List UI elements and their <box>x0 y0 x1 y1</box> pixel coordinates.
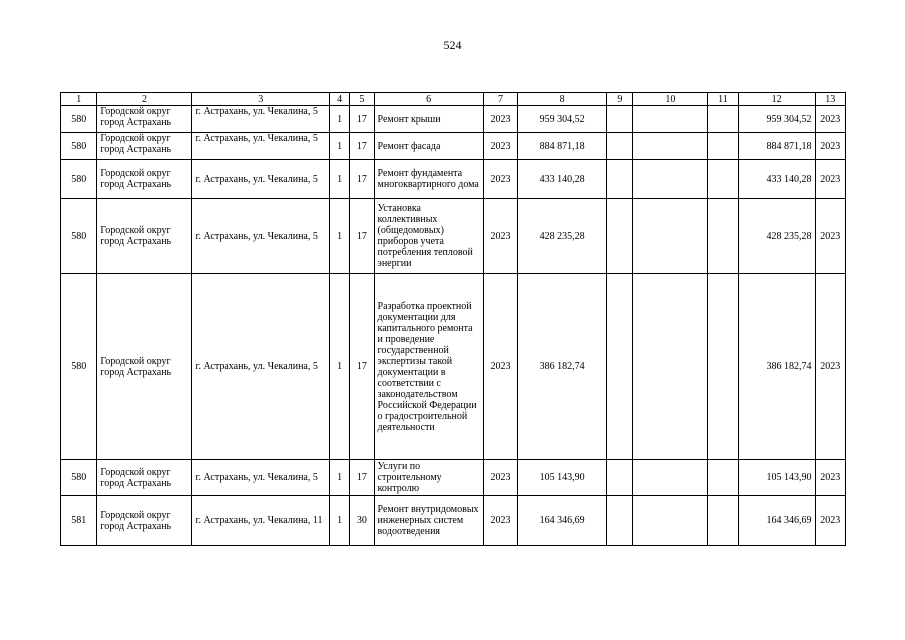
cell-municipality: Городской округ город Астрахань <box>97 496 192 546</box>
cell-col4: 1 <box>330 496 350 546</box>
cell-amount: 164 346,69 <box>518 496 607 546</box>
cell-amount-total: 105 143,90 <box>738 460 815 496</box>
table-row <box>61 496 846 546</box>
column-header: 10 <box>633 93 708 106</box>
cell-amount: 428 235,28 <box>518 199 607 274</box>
cell-col5: 17 <box>350 133 374 160</box>
cell-work-type: Установка коллективных (общедомовых) приборов учета потребления тепловой энергии <box>374 199 483 274</box>
column-header: 11 <box>708 93 738 106</box>
column-header: 9 <box>607 93 633 106</box>
cell-col11 <box>708 460 738 496</box>
table-row <box>61 106 846 133</box>
cell-amount: 386 182,74 <box>518 274 607 460</box>
cell-work-type: Ремонт фундамента многоквартирного дома <box>374 160 483 199</box>
cell-municipality: Городской округ город Астрахань <box>97 133 192 160</box>
cell-col10 <box>633 274 708 460</box>
cell-year-end: 2023 <box>815 199 845 274</box>
column-header: 13 <box>815 93 845 106</box>
cell-year-end: 2023 <box>815 106 845 133</box>
cell-year-end: 2023 <box>815 496 845 546</box>
cell-address: г. Астрахань, ул. Чекалина, 5 <box>192 274 330 460</box>
column-header: 1 <box>61 93 97 106</box>
cell-year: 2023 <box>483 199 517 274</box>
cell-year: 2023 <box>483 160 517 199</box>
column-header: 8 <box>518 93 607 106</box>
cell-number: 580 <box>61 106 97 133</box>
table-row <box>61 133 846 160</box>
cell-number: 580 <box>61 199 97 274</box>
cell-municipality: Городской округ город Астрахань <box>97 460 192 496</box>
cell-address: г. Астрахань, ул. Чекалина, 5 <box>192 199 330 274</box>
cell-col4: 1 <box>330 274 350 460</box>
cell-year-end: 2023 <box>815 460 845 496</box>
cell-col5: 17 <box>350 199 374 274</box>
cell-col10 <box>633 460 708 496</box>
cell-year: 2023 <box>483 274 517 460</box>
cell-col4: 1 <box>330 160 350 199</box>
cell-col5: 17 <box>350 274 374 460</box>
cell-number: 580 <box>61 460 97 496</box>
cell-col5: 17 <box>350 160 374 199</box>
cell-year-end: 2023 <box>815 160 845 199</box>
column-header: 7 <box>483 93 517 106</box>
cell-year-end: 2023 <box>815 274 845 460</box>
column-header: 5 <box>350 93 374 106</box>
cell-municipality: Городской округ город Астрахань <box>97 199 192 274</box>
cell-amount: 433 140,28 <box>518 160 607 199</box>
cell-number: 580 <box>61 274 97 460</box>
cell-year: 2023 <box>483 460 517 496</box>
cell-col9 <box>607 496 633 546</box>
cell-number: 581 <box>61 496 97 546</box>
cell-col9 <box>607 274 633 460</box>
cell-address: г. Астрахань, ул. Чекалина, 5 <box>192 160 330 199</box>
column-header: 2 <box>97 93 192 106</box>
cell-year: 2023 <box>483 496 517 546</box>
cell-municipality: Городской округ город Астрахань <box>97 160 192 199</box>
cell-col10 <box>633 496 708 546</box>
cell-col4: 1 <box>330 106 350 133</box>
cell-work-type: Услуги по строительному контролю <box>374 460 483 496</box>
table-row <box>61 199 846 274</box>
page-number: 524 <box>443 38 462 52</box>
cell-col4: 1 <box>330 199 350 274</box>
cell-amount-total: 884 871,18 <box>738 133 815 160</box>
column-header: 4 <box>330 93 350 106</box>
cell-number: 580 <box>61 160 97 199</box>
register-table <box>60 92 846 546</box>
cell-col9 <box>607 106 633 133</box>
cell-year: 2023 <box>483 133 517 160</box>
cell-amount-total: 386 182,74 <box>738 274 815 460</box>
cell-address: г. Астрахань, ул. Чекалина, 5 <box>192 106 330 133</box>
cell-col4: 1 <box>330 133 350 160</box>
column-number-row <box>61 93 846 106</box>
cell-col4: 1 <box>330 460 350 496</box>
cell-col10 <box>633 106 708 133</box>
cell-work-type: Ремонт фасада <box>374 133 483 160</box>
cell-col11 <box>708 199 738 274</box>
cell-number: 580 <box>61 133 97 160</box>
cell-amount: 959 304,52 <box>518 106 607 133</box>
cell-address: г. Астрахань, ул. Чекалина, 5 <box>192 133 330 160</box>
cell-col10 <box>633 199 708 274</box>
cell-work-type: Ремонт крыши <box>374 106 483 133</box>
cell-amount-total: 959 304,52 <box>738 106 815 133</box>
cell-col5: 17 <box>350 106 374 133</box>
column-header: 12 <box>738 93 815 106</box>
cell-col10 <box>633 160 708 199</box>
cell-col9 <box>607 160 633 199</box>
cell-amount-total: 433 140,28 <box>738 160 815 199</box>
cell-col9 <box>607 199 633 274</box>
cell-address: г. Астрахань, ул. Чекалина, 11 <box>192 496 330 546</box>
cell-amount-total: 428 235,28 <box>738 199 815 274</box>
cell-municipality: Городской округ город Астрахань <box>97 274 192 460</box>
cell-col5: 17 <box>350 460 374 496</box>
table-row <box>61 160 846 199</box>
cell-year: 2023 <box>483 106 517 133</box>
cell-col9 <box>607 133 633 160</box>
cell-address: г. Астрахань, ул. Чекалина, 5 <box>192 460 330 496</box>
column-header: 3 <box>192 93 330 106</box>
cell-col5: 30 <box>350 496 374 546</box>
cell-amount-total: 164 346,69 <box>738 496 815 546</box>
cell-col11 <box>708 106 738 133</box>
cell-col11 <box>708 133 738 160</box>
cell-work-type: Разработка проектной документации для капитального ремонта и проведение государственной экспертизы такой документации в соответствии с законодательством Российской Федерации о градостроительной деятельности <box>374 274 483 460</box>
cell-year-end: 2023 <box>815 133 845 160</box>
column-header: 6 <box>374 93 483 106</box>
cell-work-type: Ремонт внутридомовых инженерных систем водоотведения <box>374 496 483 546</box>
cell-municipality: Городской округ город Астрахань <box>97 106 192 133</box>
cell-col9 <box>607 460 633 496</box>
table-row <box>61 460 846 496</box>
cell-col11 <box>708 496 738 546</box>
cell-col10 <box>633 133 708 160</box>
cell-col11 <box>708 160 738 199</box>
cell-amount: 105 143,90 <box>518 460 607 496</box>
cell-amount: 884 871,18 <box>518 133 607 160</box>
cell-col11 <box>708 274 738 460</box>
table-row <box>61 274 846 460</box>
